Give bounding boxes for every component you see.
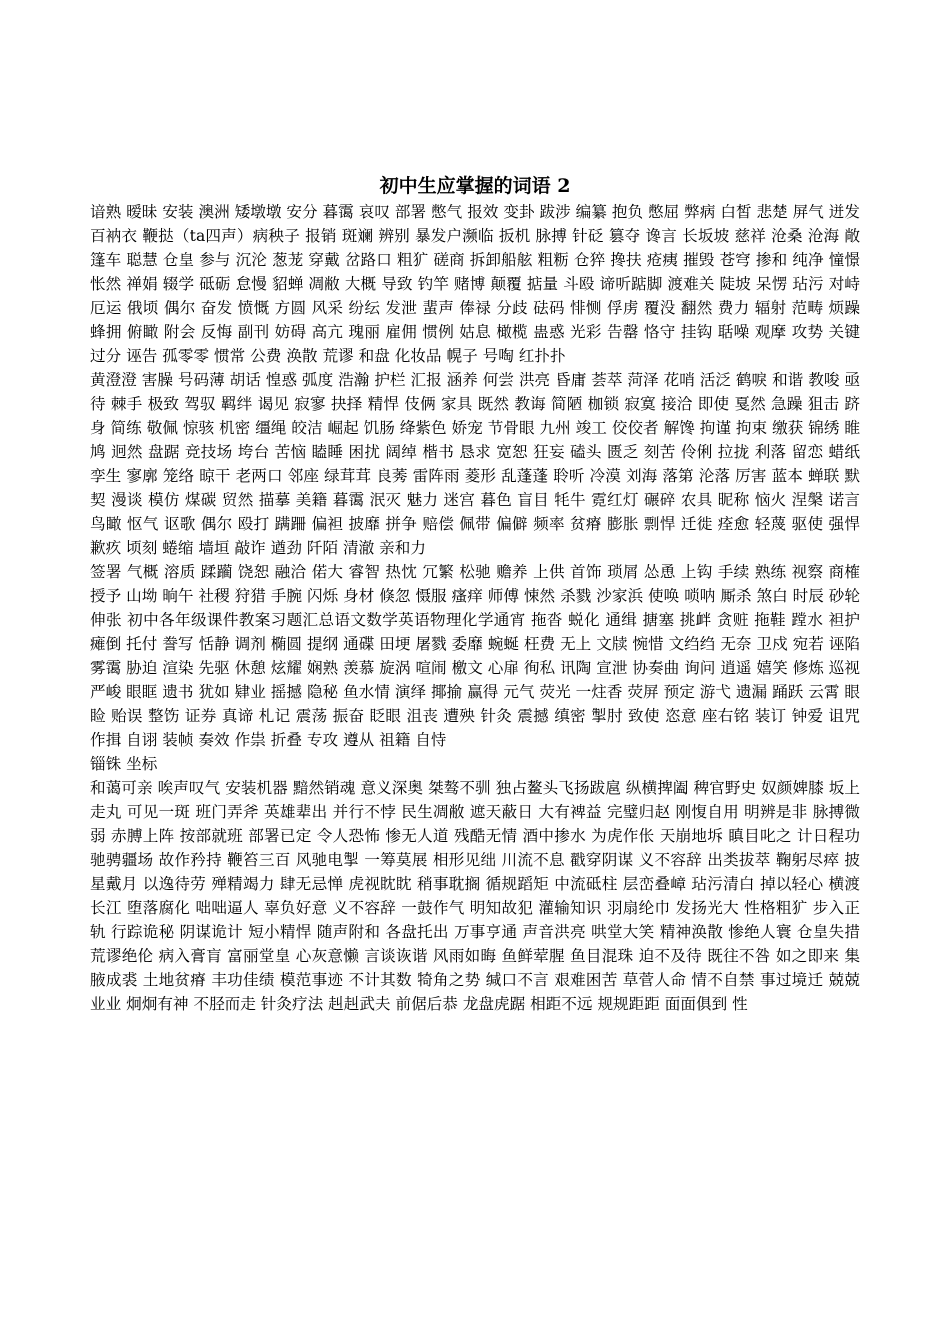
document-page [90,172,860,1016]
body-paragraph-2: 黄澄澄 害臊 号码薄 胡话 惶惑 弧度 浩瀚 护栏 汇报 涵养 何尝 洪亮 昏庸 荟萃 菏泽 花哨 活泛 鹤唳 和谐 教唆 亟待 棘手 极致 驾驭 羁绊 谒见 寂寥 抉择 精悍 伎俩 家具 既然 教诲 简陋 枷锁 寂寞 接洽 即使 戛然 急躁 狙击 跻身 简练 敬佩 惊骇 机密 缰绳 皎洁 崛起 饥肠 绛紫色 娇宠 节骨眼 九州 竣工 佼佼者 解馋 拘谨 拘束 缴获 锦绣 睢鸠 迥然 盘踞 竞技场 垮台 苦恼 瞌睡 困扰 阔绰 楷书 恳求 宽恕 狂妄 磕头 匮乏 刻苦 伶俐 拉拢 利落 留恋 蜡纸 孪生 寥廓 笼络 晾干 老两口 邻座 绿茸茸 良莠 雷阵雨 菱形 乱蓬蓬 聆听 冷漠 刘海 落第 沦落 厉害 蓝本 蝉联 默契 漫谈 模仿 煤碳 贸然 描摹 美籍 暮霭 泯灭 魅力 迷宫 暮色 盲目 牦牛 霓红灯 碾碎 农具 昵称 恼火 涅槃 诺言 鸟瞰 怄气 讴歌 偶尔 殴打 蹒跚 偏袒 披靡 拼争 赔偿 佩带 偏僻 频率 贫瘠 膨胀 剽悍 迁徙 痊愈 轻蔑 驱使 强悍 歉疚 顷刻 蜷缩 墙垣 敲诈 遒劲 阡陌 清澈 亲和力 [90,371,860,557]
body-paragraph-1: 谙熟 暧昧 安装 澳洲 矮墩墩 安分 暮霭 哀叹 部署 憋气 报效 变卦 跋涉 编纂 抱负 憋屈 弊病 白皙 悲楚 屏气 迸发 百衲衣 鞭挞（ta四声）病秧子 报销 斑斓 辨别 暴发户濒临 扳机 脉搏 针砭 篡夺 谗言 长坂坡 慈祥 沧桑 沧海 敞篷车 聪慧 仓皇 参与 沉沦 葱茏 穿戴 岔路口 粗犷 磋商 拆卸船舷 粗粝 仓猝 搀扶 疮痍 摧毁 苍穹 掺和 纯净 憧憬 怅然 禅娟 辍学 砥砺 怠慢 貂蝉 凋敝 大概 导致 钓竿 赌博 颠覆 掂量 斗殴 谛听踮脚 渡难关 陡坡 呆愣 玷污 对峙 厄运 俄顷 偶尔 奋发 愤慨 方圆 风采 纷纭 发泄 蜚声 俸禄 分歧 砝码 悱恻 俘虏 覆没 翻然 费力 辐射 范畴 烦躁 蜂拥 俯瞰 附会 反悔 副刊 妨碍 高亢 瑰丽 雇佣 惯例 姑息 橄榄 蛊惑 光彩 告罄 恪守 挂钩 聒噪 观摩 攻势 关键 过分 诬告 孤零零 惯常 公费 涣散 荒谬 和盘 化妆品 幌子 号啕 红扑扑 [90,203,860,365]
body-paragraph-5: 和蔼可亲 唉声叹气 安装机器 黯然销魂 意义深奥 桀骜不驯 独占鳌头飞扬跋扈 纵横捭阖 稗官野史 奴颜婢膝 坂上走丸 可见一斑 班门弄斧 英雄辈出 并行不悖 民生凋敝 遮天蔽日 大有裨益 完璧归赵 刚愎自用 明辨是非 脉搏微弱 赤膊上阵 按部就班 部署已定 令人恐怖 惨无人道 残酷无情 酒中掺水 为虎作伥 天崩地坼 瞋目叱之 计日程功 驰骋疆场 故作矜持 鞭笞三百 风驰电掣 一筹莫展 相形见绌 川流不息 戳穿阴谋 义不容辞 出类拔萃 鞠躬尽瘁 披星戴月 以逸待劳 殚精竭力 肆无忌惮 虎视眈眈 稍事耽搁 循规蹈矩 中流砥柱 层峦叠嶂 玷污清白 掉以轻心 横渡长江 堕落腐化 咄咄逼人 辜负好意 义不容辞 一鼓作气 明知故犯 灌输知识 羽扇纶巾 发扬光大 性格粗犷 步入正轨 行踪诡秘 阴谋诡计 短小精悍 随声附和 各盘托出 万事亨通 声音洪亮 哄堂大笑 精神涣散 惨绝人寰 仓皇失措 荒谬绝伦 病入膏肓 富丽堂皇 心灰意懒 言谈诙谐 风雨如晦 鱼鲜荤腥 鱼目混珠 迫不及待 既往不咎 如之即来 集腋成裘 土地贫瘠 丰功佳绩 模范事迹 不计其数 犄角之势 缄口不言 艰难困苦 草菅人命 情不自禁 事过境迁 兢兢业业 炯炯有神 不胫而走 针灸疗法 赳赳武夫 前倨后恭 龙盘虎踞 相距不远 规规距距 面面俱到 性 [90,779,860,1013]
body-paragraph-3: 签署 气概 溶质 蹂躏 饶恕 融洽 偌大 睿智 热忱 冗繁 松驰 赡养 上供 首饰 琐屑 怂恿 上钩 手续 熟练 视察 商榷 授予 山坳 晌午 社稷 狩猎 手腕 闪烁 身材 倏忽 慑服 瘙痒 师傅 悚然 杀戮 沙家浜 使唤 唢呐 厮杀 煞白 时辰 砂轮 伸张 初中各年级课件教案习题汇总语文数学英语物理化学通宵 拖沓 蜕化 通缉 搪塞 挑衅 贪赃 拖鞋 蹚水 袒护 瘫倒 托付 誊写 恬静 调剂 椭圆 提纲 通碟 田埂 屠戮 委靡 蜿蜒 枉费 无上 文牍 惋惜 文绉绉 无奈 卫戍 宛若 诬陷 雾霭 胁迫 渲染 先驱 休憩 炫耀 娴熟 羡慕 旋涡 喧闹 檄文 心扉 徇私 讯陶 宣泄 协奏曲 询问 逍遥 嬉笑 修炼 巡视 严峻 眼眶 遗书 犹如 肄业 摇撼 隐秘 鱼水情 演绎 揶揄 赢得 元气 荧光 一炷香 荧屏 预定 游弋 遗漏 踊跃 云霄 眼睑 贻误 整饬 证券 真谛 札记 震荡 振奋 眨眼 沮丧 遭殃 针灸 震撼 缜密 掣肘 致使 恣意 座右铭 装订 钟爱 诅咒 作揖 自诩 装帧 奏效 作祟 折叠 专攻 遵从 祖籍 自恃 [90,563,860,749]
body-paragraph-4: 锱铢 坐标 [90,755,158,773]
page-title: 初中生应掌握的词语 2 [379,175,571,197]
